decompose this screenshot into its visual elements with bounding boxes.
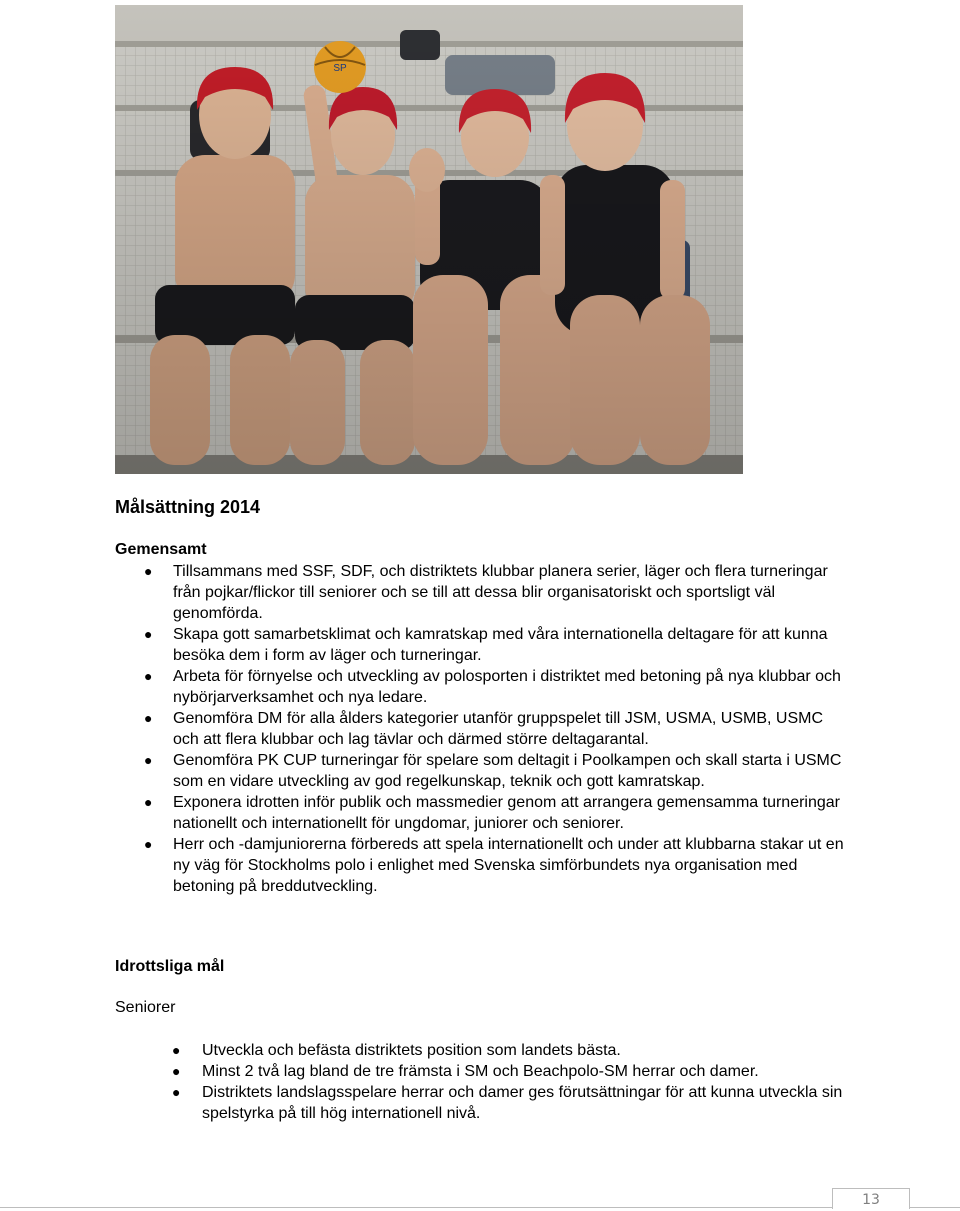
page-heading: Målsättning 2014 bbox=[115, 497, 261, 517]
bullet-icon: ● bbox=[172, 1084, 181, 1100]
bullet-icon: ● bbox=[144, 563, 153, 579]
bullet-icon: ● bbox=[172, 1063, 181, 1079]
bullet-icon: ● bbox=[144, 626, 153, 642]
section-title-gemensamt: Gemensamt bbox=[115, 541, 207, 558]
bullet-icon: ● bbox=[144, 836, 153, 852]
bullet-icon: ● bbox=[144, 710, 153, 726]
list-item: ● Tillsammans med SSF, SDF, och distriktets klubbar planera serier, läger och flera turneringar från pojkar/flickor till seniorer och se till att dessa blir organisatoriskt och sportsligt väl genomförda. bbox=[144, 563, 828, 622]
list-item: ● Herr och -damjuniorerna förbereds att spela internationellt och under att klubbarna stakar ut en ny väg för Stockholms polo i enlighet med Svenska simförbundets nya organisation med betoning på breddutveckling. bbox=[144, 836, 844, 895]
list-item: ● Arbeta för förnyelse och utveckling av polosporten i distriktet med betoning på nya klubbar och nybörjarverksamhet och nya ledare. bbox=[144, 668, 841, 706]
list-item: ● Genomföra PK CUP turneringar för spelare som deltagit i Poolkampen och skall starta i USMC som en vidare utveckling av god regelkunskap, teknik och gott kamratskap. bbox=[144, 752, 842, 790]
team-photo bbox=[115, 5, 743, 474]
section-title-idrottsliga-mal: Idrottsliga mål bbox=[115, 958, 225, 975]
list-item: ● Minst 2 två lag bland de tre främsta i SM och Beachpolo-SM herrar och damer. bbox=[172, 1063, 759, 1080]
bullet-icon: ● bbox=[144, 668, 153, 684]
list-item: ● Utveckla och befästa distriktets position som landets bästa. bbox=[172, 1042, 621, 1059]
footer-divider bbox=[0, 1207, 960, 1208]
list-item: ● Exponera idrotten inför publik och massmedier genom att arrangera gemensamma turneringar nationellt och internationellt för ungdomar, juniorer och seniorer. bbox=[144, 794, 841, 832]
seniorer-list bbox=[172, 1040, 852, 1124]
list-item: ● Genomföra DM för alla ålders kategorier utanför gruppspelet till JSM, USMA, USMB, USMC och att flera klubbar och lag tävlar och därmed större deltagarantal. bbox=[144, 710, 824, 748]
bullet-icon: ● bbox=[144, 794, 153, 810]
page-number: 13 bbox=[832, 1188, 910, 1209]
list-item: ● Skapa gott samarbetsklimat och kamratskap med våra internationella deltagare för att kunna besöka dem i form av läger och turneringar. bbox=[144, 626, 828, 664]
bullet-icon: ● bbox=[144, 752, 153, 768]
list-item: ● Distriktets landslagsspelare herrar och damer ges förutsättningar för att kunna utveckla sin spelstyrka på till hög internationell nivå. bbox=[172, 1084, 843, 1122]
gemensamt-list bbox=[144, 561, 853, 897]
bullet-icon: ● bbox=[172, 1042, 181, 1058]
subsection-title-seniorer: Seniorer bbox=[115, 999, 176, 1016]
